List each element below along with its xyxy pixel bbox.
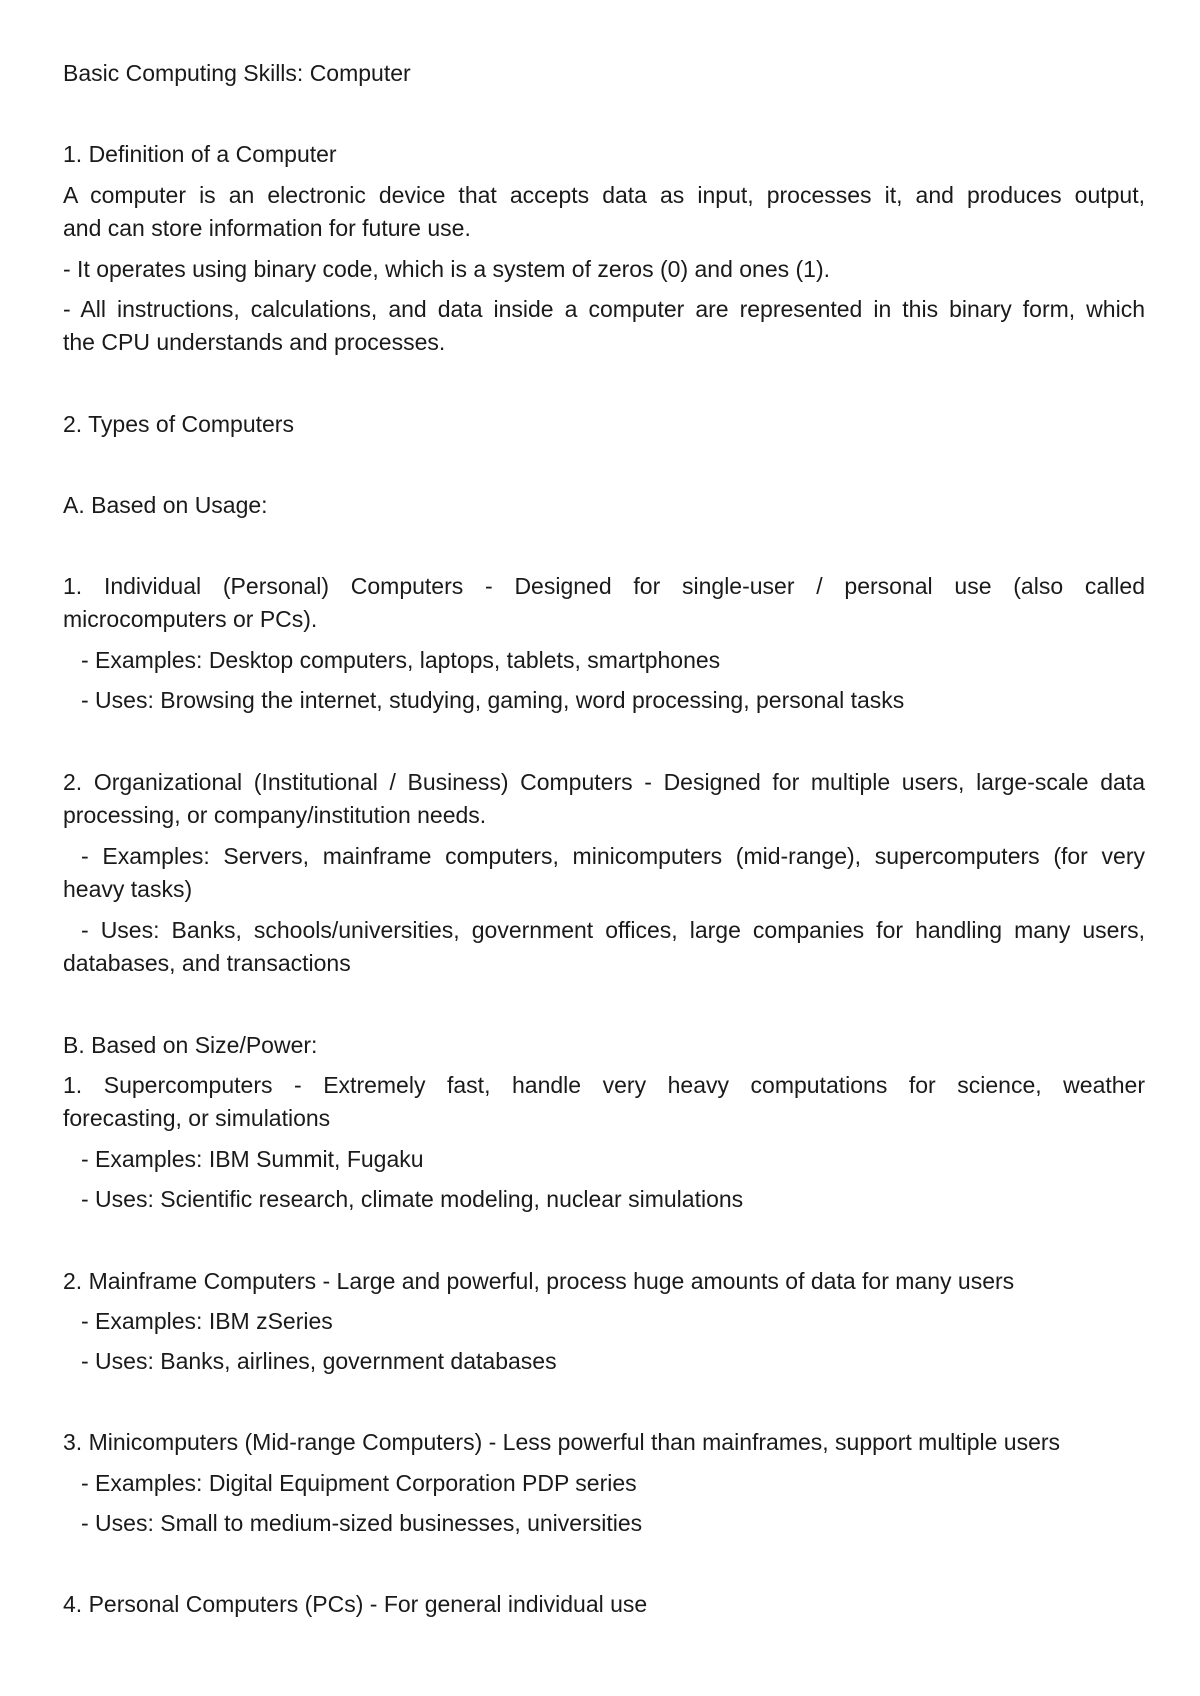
section-heading-definition: 1. Definition of a Computer	[63, 141, 337, 167]
size-item-mainframe-uses: - Uses: Banks, airlines, government databases	[81, 1348, 557, 1374]
document-title: Basic Computing Skills: Computer	[63, 60, 411, 86]
size-item-minicomputers-uses: - Uses: Small to medium-sized businesses, universities	[81, 1510, 643, 1536]
size-item-mainframe-examples: - Examples: IBM zSeries	[81, 1308, 333, 1334]
usage-item-organizational-examples-line: heavy tasks)	[63, 876, 193, 902]
usage-item-organizational-uses-line: databases, and transactions	[63, 950, 351, 976]
size-item-minicomputers-examples: - Examples: Digital Equipment Corporation PDP series	[81, 1470, 637, 1496]
subsection-heading-usage: A. Based on Usage:	[63, 492, 268, 518]
subsection-heading-size: B. Based on Size/Power:	[63, 1032, 318, 1058]
section-heading-types: 2. Types of Computers	[63, 411, 294, 437]
size-item-supercomputers-uses: - Uses: Scientific research, climate modeling, nuclear simulations	[81, 1186, 744, 1212]
definition-bullet-binary: - It operates using binary code, which is a system of zeros (0) and ones (1).	[63, 256, 831, 282]
usage-item-individual-line: 1. Individual (Personal) Computers - Designed for single-user / personal use (also called	[63, 573, 1145, 599]
usage-item-organizational-examples-line: - Examples: Servers, mainframe computers, minicomputers (mid-range), supercomputers (for very	[81, 843, 1145, 869]
size-item-supercomputers-line: forecasting, or simulations	[63, 1105, 331, 1131]
definition-bullet-instructions-line: the CPU understands and processes.	[63, 329, 446, 355]
size-item-personal-computers-line: 4. Personal Computers (PCs) - For general individual use	[63, 1591, 648, 1617]
usage-item-organizational-line: 2. Organizational (Institutional / Business) Computers - Designed for multiple users, large-scale data	[63, 769, 1145, 795]
usage-item-individual-uses: - Uses: Browsing the internet, studying, gaming, word processing, personal tasks	[81, 687, 905, 713]
definition-paragraph-line: and can store information for future use.	[63, 215, 471, 241]
usage-item-individual-examples: - Examples: Desktop computers, laptops, tablets, smartphones	[81, 647, 721, 673]
size-item-supercomputers-line: 1. Supercomputers - Extremely fast, handle very heavy computations for science, weather	[63, 1072, 1145, 1098]
definition-paragraph-line: A computer is an electronic device that accepts data as input, processes it, and produces output,	[63, 182, 1145, 208]
definition-bullet-instructions-line: - All instructions, calculations, and data inside a computer are represented in this binary form, which	[63, 296, 1145, 322]
usage-item-individual-line: microcomputers or PCs).	[63, 606, 318, 632]
size-item-minicomputers-line: 3. Minicomputers (Mid-range Computers) - Less powerful than mainframes, support multiple users	[63, 1429, 1061, 1455]
usage-item-organizational-uses-line: - Uses: Banks, schools/universities, government offices, large companies for handling many users,	[81, 917, 1145, 943]
usage-item-organizational-line: processing, or company/institution needs.	[63, 802, 487, 828]
size-item-mainframe-line: 2. Mainframe Computers - Large and powerful, process huge amounts of data for many users	[63, 1268, 1015, 1294]
size-item-supercomputers-examples: - Examples: IBM Summit, Fugaku	[81, 1146, 424, 1172]
